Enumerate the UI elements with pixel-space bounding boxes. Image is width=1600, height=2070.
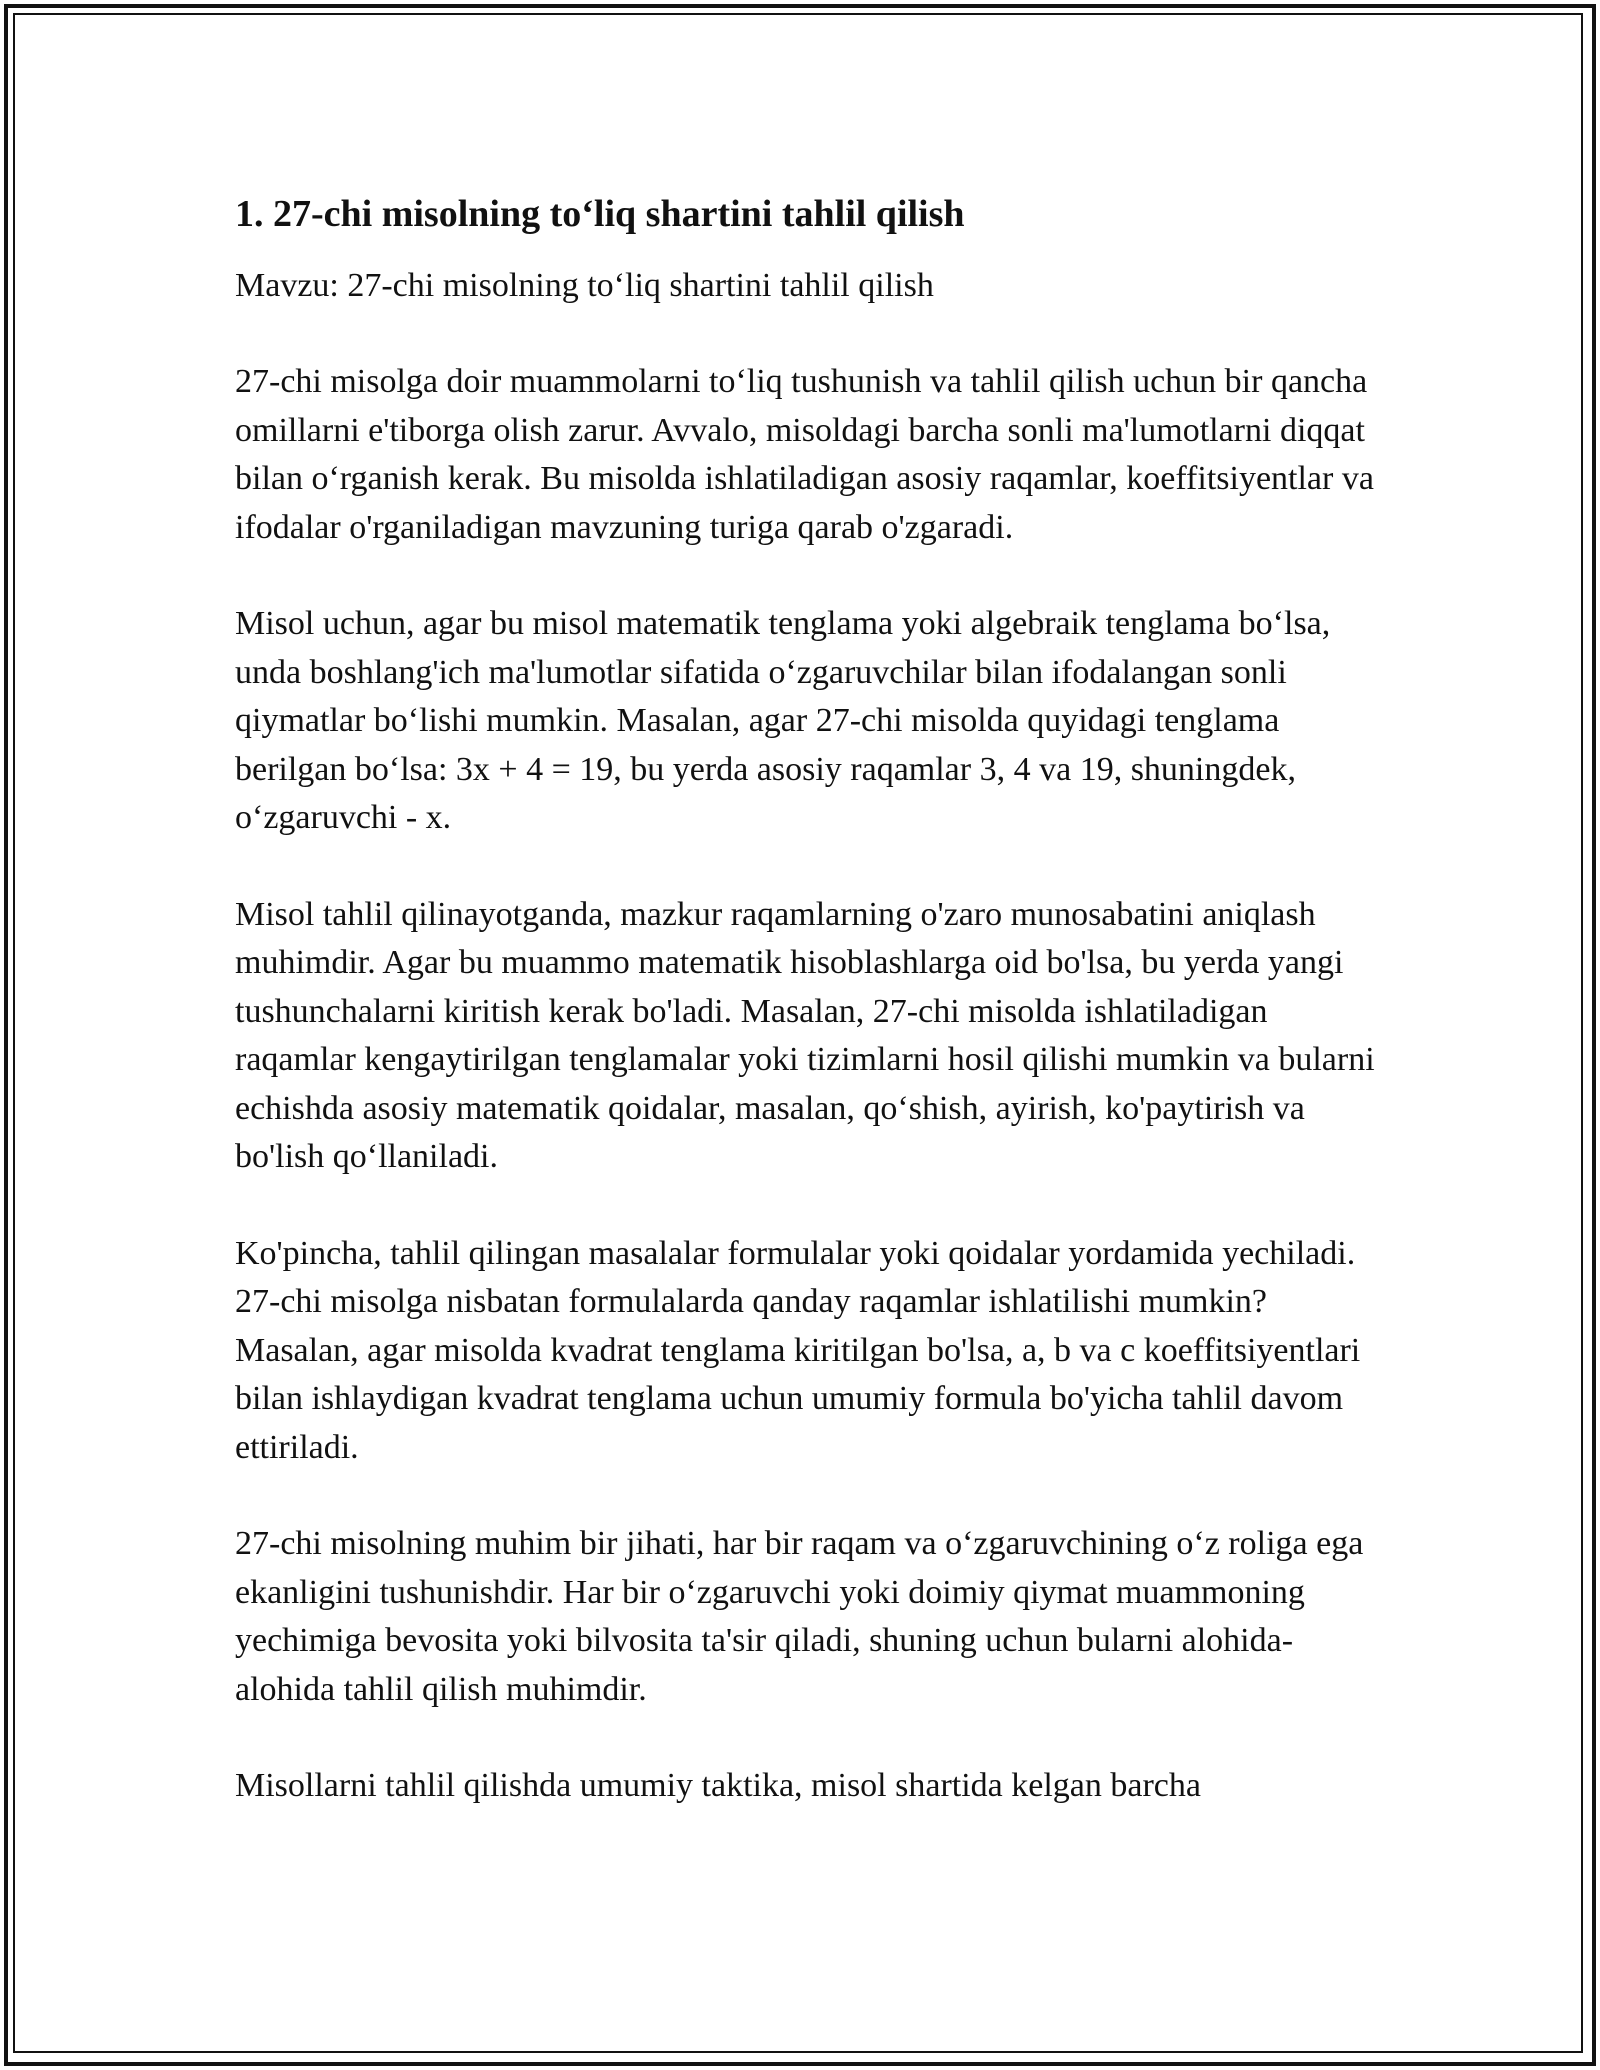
subject-line: Mavzu: 27-chi misolning to‘liq shartini tahlil qilish — [235, 267, 934, 304]
paragraph-5: 27-chi misolning muhim bir jihati, har bir raqam va o‘zgaruvchining o‘z roliga ega ekanligini tushunishdir. Har bir o‘zgaruvchi yoki doimiy qiymat muammoning yechimiga bevosita yoki bilvosita ta'sir qiladi, shuning uchun bularni alohida-alohida tahlil qilish muhimdir. — [235, 1525, 1364, 1708]
paragraph-1: 27-chi misolga doir muammolarni to‘liq tushunish va tahlil qilish uchun bir qancha omillarni e'tiborga olish zarur. Avvalo, misoldagi barcha sonli ma'lumotlarni diqqat bilan o‘rganish kerak. Bu misolda ishlatiladigan asosiy raqamlar, koeffitsiyentlar va ifodalar o'rganiladigan mavzuning turiga qarab o'zgaradi. — [235, 363, 1374, 546]
paragraph-6: Misollarni tahlil qilishda umumiy taktika, misol shartida kelgan barcha — [235, 1767, 1201, 1804]
paragraph-4: Ko'pincha, tahlil qilingan masalalar formulalar yoki qoidalar yordamida yechiladi. 27-chi misolga nisbatan formulalarda qanday raqamlar ishlatilishi mumkin? Masalan, agar misolda kvadrat tenglama kiritilgan bo'lsa, a, b va c koeffitsiyentlari bilan ishlaydigan kvadrat tenglama uchun umumiy formula bo'yicha tahlil davom ettiriladi. — [235, 1234, 1361, 1466]
paragraph-2: Misol uchun, agar bu misol matematik tenglama yoki algebraik tenglama bo‘lsa, unda boshlang'ich ma'lumotlar sifatida o‘zgaruvchilar bilan ifodalangan sonli qiymatlar bo‘lishi mumkin. Masalan, agar 27-chi misolda quyidagi tenglama berilgan bo‘lsa: 3x + 4 = 19, bu yerda asosiy raqamlar 3, 4 va 19, shuningdek, o‘zgaruvchi - x. — [235, 605, 1331, 836]
paragraph-3: Misol tahlil qilinayotganda, mazkur raqamlarning o'zaro munosabatini aniqlash muhimdir. Agar bu muammo matematik hisoblashlarga oid bo'lsa, bu yerda yangi tushunchalarni kiritish kerak bo'ladi. Masalan, 27-chi misolda ishlatiladigan raqamlar kengaytirilgan tenglamalar yoki tizimlarni hosil qilishi mumkin va bularni echishda asosiy matematik qoidalar, masalan, qo‘shish, ayirish, ko'paytirish va bo'lish qo‘llaniladi. — [235, 895, 1375, 1175]
document-body — [235, 180, 1375, 1811]
section-heading: 1. 27-chi misolning to‘liq shartini tahlil qilish — [235, 193, 965, 235]
